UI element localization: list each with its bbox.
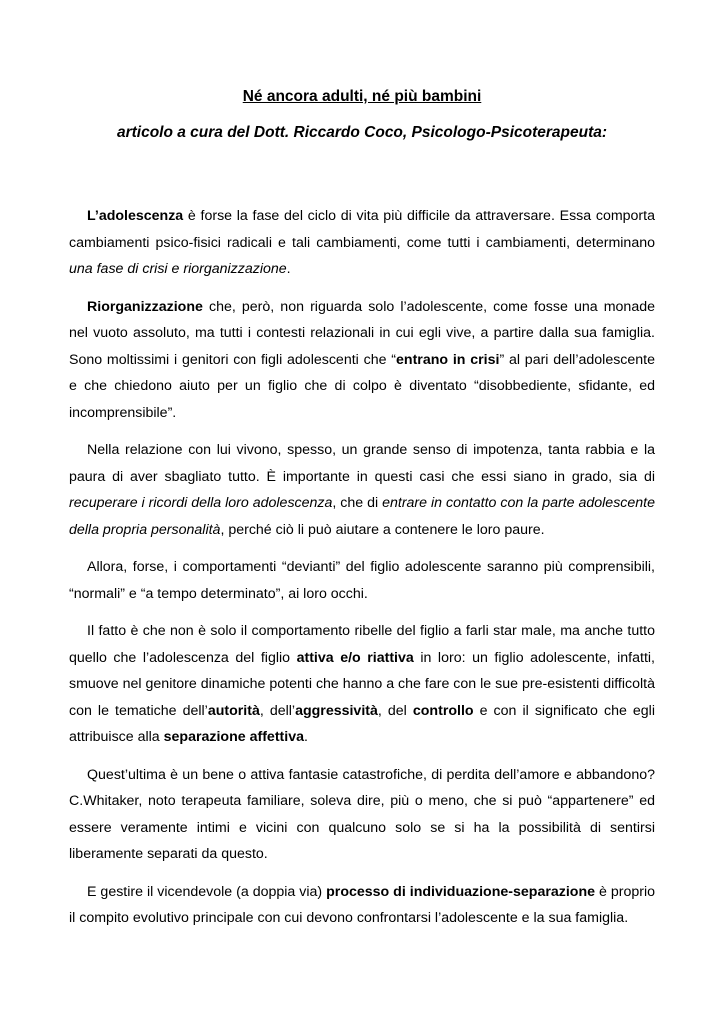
paragraph-3 [69,437,655,543]
text-run: . [286,261,291,277]
paragraph-6 [69,762,655,868]
text-run: Quest’ultima è un bene o attiva fantasie catastrofiche, di perdita dell’amore e abbandono? C.Whitaker, noto terapeuta familiare, soleva dire, più o meno, che si può “appartenere” ed essere veramente intimi e vicini con qualcuno solo se si ha la possibilità di sentirsi liberamente separati da questo. [69,766,655,862]
text-run: ” al pari dell’adolescente e che chiedono aiuto per un figlio che di colpo è diventato “disobbediente, sfidante, ed incomprensibile”. [69,351,656,421]
bold-text-run: entrano in crisi [396,351,500,368]
text-run: che, però, non riguarda solo l’adolescente, come fosse una monade nel vuoto assoluto, ma tutti i contesti relazionali in cui egli vive, a partire dalla sua famiglia. Sono moltissimi i genitori con figli adolescenti che “ [69,298,655,368]
text-run: , dell’ [259,702,296,719]
text-run: Allora, forse, i comportamenti “devianti” del figlio adolescente saranno più comprensibili, “normali” e “a tempo determinato”, ai loro occhi. [69,559,655,602]
document-title: Né ancora adulti, né più bambini [242,88,482,105]
text-run: è forse la fase del ciclo di vita più difficile da attraversare. Essa comporta cambiamenti psico-fisici radicali e tali cambiamenti, come tutti i cambiamenti, determinano [69,208,655,251]
text-run: , del [377,702,413,719]
text-run: . [304,729,308,745]
document-subtitle: articolo a cura del Dott. Riccardo Coco, Psicologo-Psicoterapeuta: [116,124,608,141]
text-run: , che di [332,495,383,511]
bold-text-run: processo di individuazione-separazione [326,883,596,900]
bold-text-run: L’adolescenza [87,208,184,224]
article-body [69,203,655,943]
bold-text-run: separazione affettiva [163,729,304,745]
bold-text-run: controllo [412,702,474,719]
text-run: Nella relazione con lui vivono, spesso, un grande senso di impotenza, tanta rabbia e la paura di aver sbagliato tutto. È importante in questi casi che essi siano in grado, sia di [69,442,655,485]
italic-text-run: recuperare i ricordi della loro adolescenza [69,495,333,511]
paragraph-1 [69,203,655,283]
bold-text-run: attiva e/o riattiva [296,649,414,666]
bold-text-run: autorità [207,702,260,719]
text-run: , perché ciò li può aiutare a contenere le loro paure. [220,521,545,538]
text-run: è proprio il compito evolutivo principale con cui devono confrontarsi l’adolescente e la sua famiglia. [69,883,656,926]
text-run: Il fatto è che non è solo il comportamento ribelle del figlio a farli star male, ma anche tutto quello che l’adolescenza del figlio [69,623,655,666]
paragraph-7 [69,879,655,932]
text-run: in loro: un figlio adolescente, infatti, smuove nel genitore dinamiche potenti che hanno a che fare con le sue pre-esistenti difficoltà con le tematiche dell’ [69,649,655,719]
paragraph-2 [69,294,655,427]
bold-text-run: aggressività [295,702,378,719]
bold-text-run: Riorganizzazione [87,298,203,315]
text-run: e con il significato che egli attribuisce alla [69,702,655,745]
italic-text-run: una fase di crisi e riorganizzazione [69,261,287,277]
paragraph-5 [69,618,655,751]
italic-text-run: entrare in contatto con la parte adolescente della propria personalità [69,495,655,538]
paragraph-4 [69,554,655,607]
text-run: E gestire il vicendevole (a doppia via) [87,883,327,900]
